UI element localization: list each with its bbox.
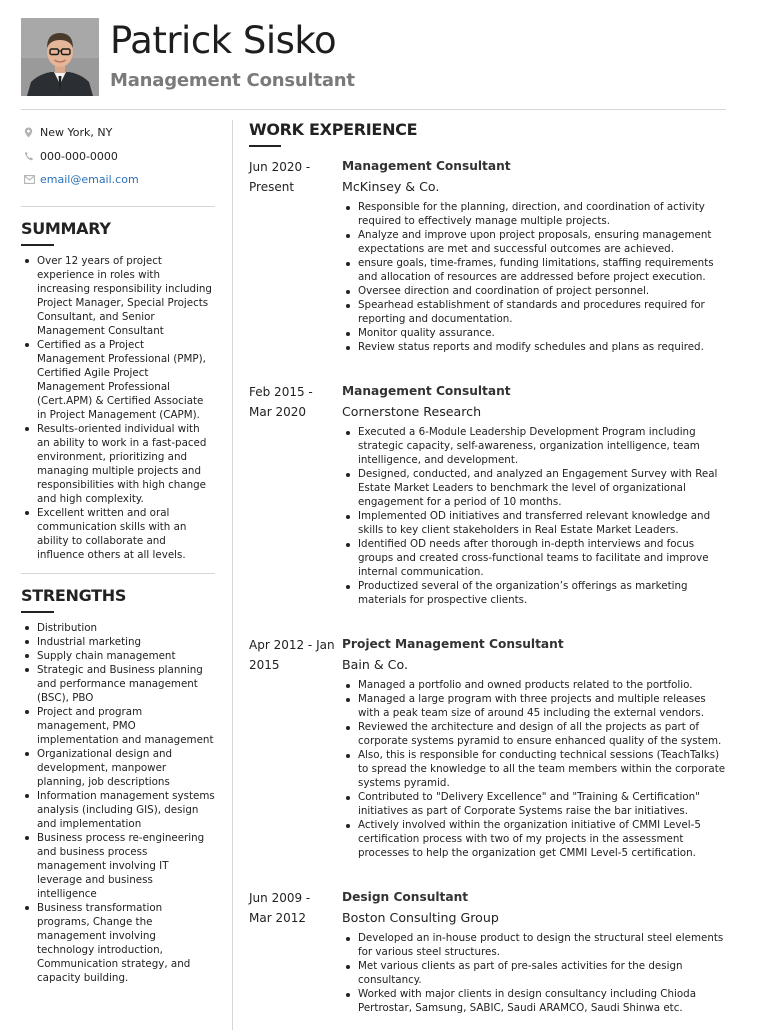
job-body	[342, 635, 727, 860]
job-role: Management Consultant	[342, 384, 511, 398]
list-item: Developed an in-house product to design the structural steel elements for various steel structures.	[342, 931, 727, 959]
list-item: Over 12 years of project experience in roles with increasing responsibility including Project Manager, Special Projects Consultant, and Senior Management Consultant	[21, 254, 215, 338]
list-item: Analyze and improve upon project proposals, ensuring management expectations are met and successful outcomes are achieved.	[342, 228, 727, 256]
list-item: Certified as a Project Management Professional (PMP), Certified Agile Project Management Professional (Cert.APM) & Certified Associate in Project Management (CAPM).	[21, 338, 215, 422]
job-company: McKinsey & Co.	[342, 179, 440, 194]
list-item: Actively involved within the organization initiative of CMMI Level-5 certification process with two of my projects in the assessment processes to help the organization get CMMI Level-5 certification.	[342, 818, 727, 860]
job-company: Bain & Co.	[342, 657, 408, 672]
list-item: Excellent written and oral communication skills with an ability to collaborate and influence others at all levels.	[21, 506, 215, 562]
list-item: Identified OD needs after thorough in-depth interviews and focus groups and created cross-functional teams to facilitate and improve internal communication.	[342, 537, 727, 579]
list-item: Results-oriented individual with an ability to work in a fast-paced environment, prioritizing and managing multiple projects and responsibilities with high change and high complexity.	[21, 422, 215, 506]
list-item: Monitor quality assurance.	[342, 326, 727, 340]
job-company: Cornerstone Research	[342, 404, 482, 419]
profile-photo	[21, 18, 99, 96]
strengths-heading: STRENGTHS	[21, 585, 127, 605]
work-experience-heading-underline	[249, 145, 281, 147]
job-responsibilities	[342, 425, 727, 607]
contact-phone	[21, 145, 215, 169]
list-item: Information management systems analysis (including GIS), design and implementation	[21, 789, 215, 831]
list-item: Managed a portfolio and owned products related to the portfolio.	[342, 678, 727, 692]
resume-header	[21, 18, 726, 98]
contact-info	[21, 121, 215, 192]
job-body	[342, 382, 727, 607]
contact-divider	[21, 206, 215, 207]
list-item: Implemented OD initiatives and transferred relevant knowledge and skills to key client stakeholders in Real Estate Market Leaders.	[342, 509, 727, 537]
list-item: ensure goals, time-frames, funding limitations, staffing requirements and allocation of resources are addressed before project execution.	[342, 256, 727, 284]
job-responsibilities	[342, 678, 727, 860]
list-item: Also, this is responsible for conducting technical sessions (TeachTalks) to spread the knowledge to all the team members within the corporate systems pyramid.	[342, 748, 727, 790]
job-dates: Jun 2009 - Mar 2012	[249, 891, 311, 925]
job-role: Design Consultant	[342, 890, 469, 904]
list-item: Organizational design and development, manpower planning, job descriptions	[21, 747, 215, 789]
list-item: Contributed to "Delivery Excellence" and "Training & Certification" initiatives as part of Corporate Systems raise the bar initiatives.	[342, 790, 727, 818]
right-column	[249, 120, 727, 1015]
list-item: Project and program management, PMO implementation and management	[21, 705, 215, 747]
job-body	[342, 888, 727, 1015]
summary-heading-underline	[21, 244, 54, 246]
list-item: Business process re-engineering and business process management involving IT leverage and business intelligence	[21, 831, 215, 901]
list-item: Reviewed the architecture and design of all the projects as part of corporate systems pyramid to ensure enhanced quality of the system.	[342, 720, 727, 748]
list-item: Supply chain management	[21, 649, 215, 663]
list-item: Oversee direction and coordination of project personnel.	[342, 284, 727, 298]
list-item: Designed, conducted, and analyzed an Engagement Survey with Real Estate Market Leaders to benchmark the level of organizational engagement for a period of 10 months.	[342, 467, 727, 509]
job-company: Boston Consulting Group	[342, 910, 499, 925]
list-item: Industrial marketing	[21, 635, 215, 649]
job-entry	[249, 157, 727, 354]
contact-location	[21, 121, 215, 145]
list-item: Executed a 6-Module Leadership Development Program including strategic capacity, self-awareness, organization intelligence, team intelligence, and development.	[342, 425, 727, 467]
summary-heading: SUMMARY	[21, 218, 111, 238]
list-item: Worked with major clients in design consultancy including Chioda Pertrostar, Samsung, SABIC, Saudi ARAMCO, Saudi Shinwa etc.	[342, 987, 727, 1015]
location-pin-icon	[21, 127, 40, 138]
list-item: Responsible for the planning, direction, and coordination of activity required to effectively manage multiple projects.	[342, 200, 727, 228]
candidate-title: Management Consultant	[110, 70, 355, 91]
job-body	[342, 157, 727, 354]
summary-list	[21, 254, 215, 562]
list-item: Strategic and Business planning and performance management (BSC), PBO	[21, 663, 215, 705]
job-dates: Jun 2020 - Present	[249, 160, 311, 194]
list-item: Review status reports and modify schedules and plans as required.	[342, 340, 727, 354]
contact-email[interactable]	[21, 168, 215, 192]
work-experience-heading: WORK EXPERIENCE	[249, 120, 418, 139]
job-entry	[249, 382, 727, 607]
strengths-list	[21, 621, 215, 985]
list-item: Managed a large program with three projects and multiple releases with a peak team size of around 45 including the external vendors.	[342, 692, 727, 720]
list-item: Business transformation programs, Change the management involving technology introduction, Communication strategy, and capacity building.	[21, 901, 215, 985]
job-entry	[249, 635, 727, 860]
job-responsibilities	[342, 200, 727, 354]
email-link[interactable]: email@email.com	[40, 173, 139, 187]
job-role: Project Management Consultant	[342, 637, 564, 651]
job-list	[249, 157, 727, 1015]
job-role: Management Consultant	[342, 159, 511, 173]
job-dates: Feb 2015 - Mar 2020	[249, 385, 313, 419]
summary-divider	[21, 573, 215, 574]
list-item: Distribution	[21, 621, 215, 635]
list-item: Spearhead establishment of standards and procedures required for reporting and documentation.	[342, 298, 727, 326]
phone-text: 000-000-0000	[40, 149, 118, 163]
job-entry	[249, 888, 727, 1015]
list-item: Productized several of the organization’s offerings as marketing materials for prospective clients.	[342, 579, 727, 607]
location-text: New York, NY	[40, 126, 113, 140]
job-responsibilities	[342, 931, 727, 1015]
phone-icon	[21, 151, 40, 161]
list-item: Met various clients as part of pre-sales activities for the design consultancy.	[342, 959, 727, 987]
strengths-heading-underline	[21, 611, 54, 613]
candidate-name: Patrick Sisko	[110, 19, 337, 62]
left-column	[21, 110, 215, 985]
mail-icon	[21, 175, 40, 184]
column-divider	[232, 120, 233, 1030]
job-dates: Apr 2012 - Jan 2015	[249, 638, 335, 672]
